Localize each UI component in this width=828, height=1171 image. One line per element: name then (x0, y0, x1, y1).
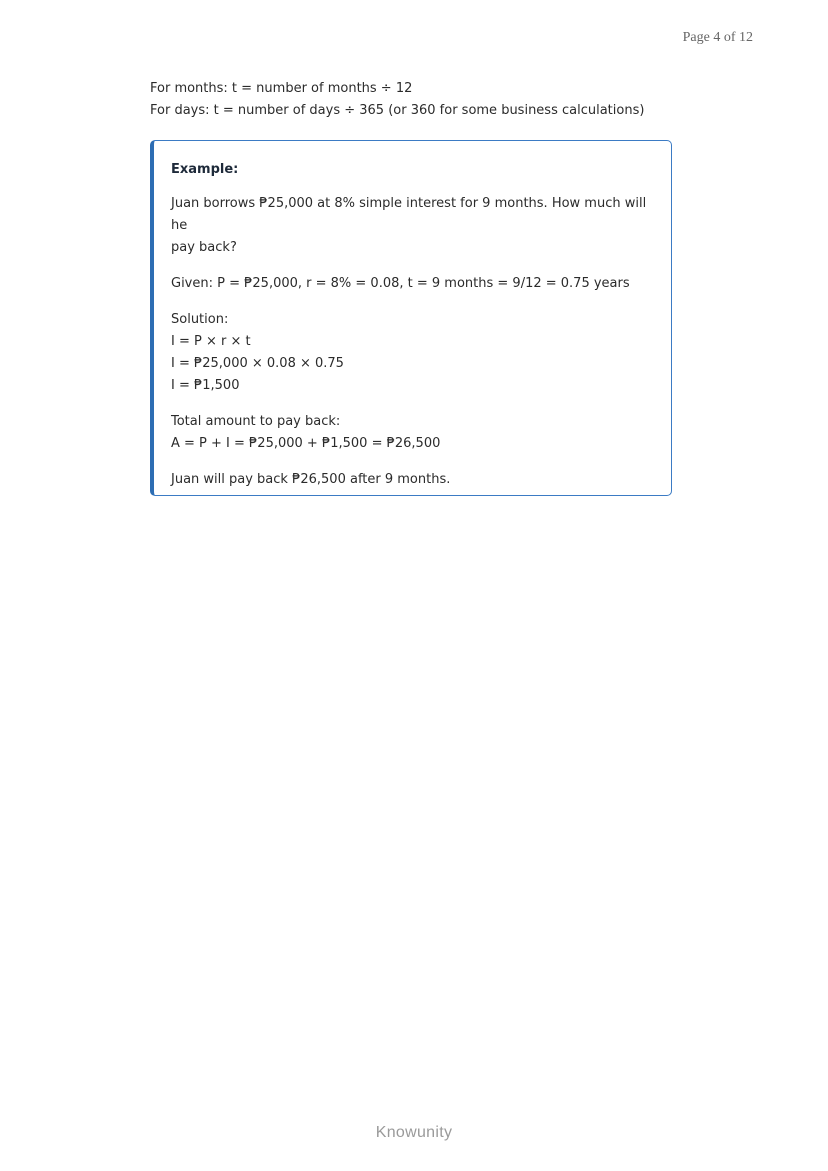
total-label: Total amount to pay back: (171, 414, 341, 429)
intro-text (150, 78, 710, 122)
given-line: Given: P = ₱25,000, r = 8% = 0.08, t = 9 months = 9/12 = 0.75 years (171, 276, 630, 291)
solution-step: I = ₱1,500 (171, 378, 240, 393)
months-formula-line: For months: t = number of months ÷ 12 (150, 81, 413, 96)
conclusion-line: Juan will pay back ₱26,500 after 9 months. (171, 472, 451, 487)
solution-block (171, 309, 651, 397)
total-block (171, 411, 651, 455)
footer-brand: Knowunity (375, 1124, 453, 1141)
given-values (171, 273, 651, 295)
total-formula: A = P + I = ₱25,000 + ₱1,500 = ₱26,500 (171, 436, 441, 451)
solution-step: I = P × r × t (171, 334, 251, 349)
problem-statement (171, 193, 651, 259)
problem-line: pay back? (171, 240, 237, 255)
solution-label: Solution: (171, 312, 229, 327)
days-formula-line: For days: t = number of days ÷ 365 (or 360 for some business calculations) (150, 103, 645, 118)
conclusion-block (171, 469, 651, 491)
page-number: Page 4 of 12 (682, 30, 753, 45)
example-box (150, 140, 672, 496)
solution-step: I = ₱25,000 × 0.08 × 0.75 (171, 356, 344, 371)
example-title: Example: (171, 162, 239, 177)
problem-line: Juan borrows ₱25,000 at 8% simple interest for 9 months. How much will he (171, 196, 647, 233)
example-content (171, 159, 651, 505)
